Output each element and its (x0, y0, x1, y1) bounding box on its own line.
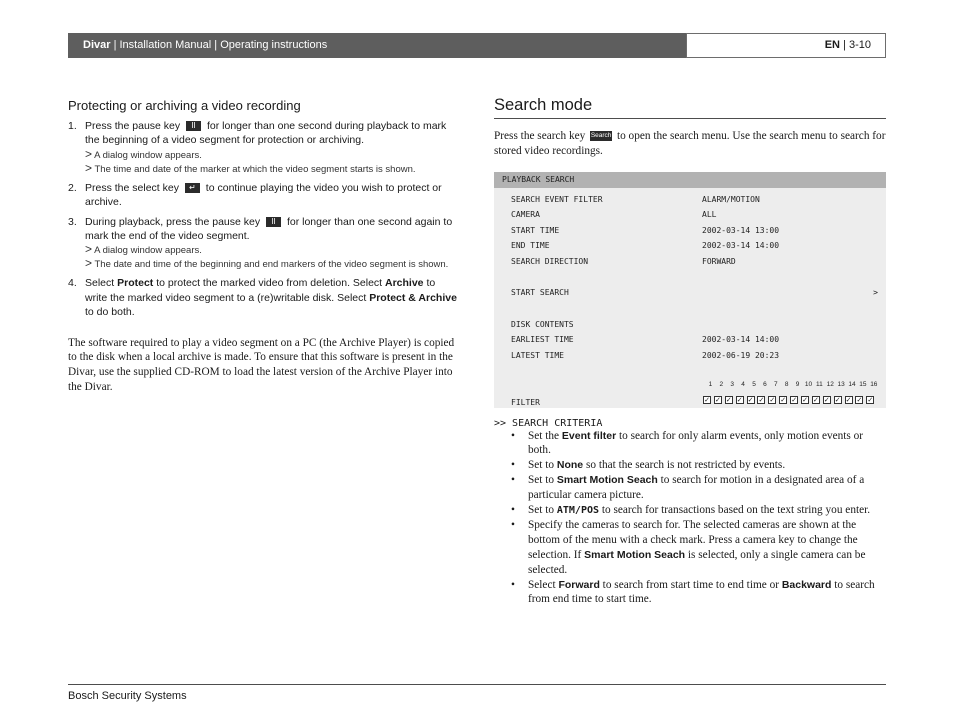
protect-term: Protect (117, 277, 154, 290)
menu-label-earliest: EARLIEST TIME (511, 334, 574, 344)
checkbox-checked-icon[interactable]: ✓ (769, 395, 776, 404)
camera-number: 1 (708, 380, 713, 388)
checkbox-checked-icon[interactable]: ✓ (802, 395, 808, 404)
footer-company: Bosch Security Systems (68, 690, 187, 702)
step-item (68, 215, 460, 272)
menu-label-filter: FILTER (511, 397, 540, 407)
search-key-icon: Search (590, 132, 612, 140)
checkbox-checked-icon[interactable]: ✓ (845, 395, 852, 404)
menu-title: PLAYBACK SEARCH (494, 172, 886, 188)
step-number: 2. (68, 181, 77, 194)
section-heading-search-mode: Search mode (494, 96, 886, 119)
camera-number: 10 (804, 380, 813, 388)
camera-number: 12 (826, 380, 834, 388)
header-page-box (686, 33, 886, 58)
archive-player-paragraph: The software required to play a video segment on a PC (the Archive Player) is copied to the disk when a local archive is made. To ensure that this software is present in the Divar, use the supplied CD-ROM to load the latest version of the Archive Player into the Divar. (68, 336, 455, 394)
right-column (494, 96, 886, 607)
checkbox-checked-icon[interactable]: ✓ (704, 395, 710, 404)
criteria-item: • Set to Smart Motion Seach to search for motion in a designated area of a particular camera picture. (511, 473, 865, 501)
protect-archive-term: Protect & Archive (369, 291, 457, 304)
checkbox-checked-icon[interactable]: ✓ (823, 395, 830, 404)
menu-value-latest: 2002-06-19 20:23 (702, 350, 780, 360)
intro-paragraph: Press the search key Search to open the search menu. Use the search menu to search for stored video recordings. (494, 130, 886, 157)
menu-label-direction: SEARCH DIRECTION (511, 256, 589, 266)
camera-number: 13 (837, 380, 845, 388)
menu-start-search[interactable]: START SEARCH (511, 287, 569, 297)
page-number: | 3-10 (840, 39, 871, 51)
checkbox-checked-icon[interactable]: ✓ (856, 395, 863, 404)
criteria-item: • Set to ATM/POS to search for transactions based on the text string you enter. (511, 503, 871, 516)
step-text: Press the select key (85, 181, 179, 194)
menu-value-direction: FORWARD (702, 256, 736, 266)
camera-number: 15 (859, 380, 867, 388)
language-code: EN (824, 39, 840, 51)
step-number: 1. (68, 120, 77, 132)
camera-number: 8 (784, 380, 789, 388)
checkbox-checked-icon[interactable]: ✓ (834, 395, 841, 404)
product-name: Divar (83, 39, 111, 51)
menu-value-event-filter: ALARM/MOTION (702, 194, 760, 204)
step-text: to continue playing the video you wish to protect or archive. (85, 181, 442, 209)
left-column (68, 98, 460, 406)
checkbox-checked-icon[interactable]: ✓ (812, 395, 819, 404)
checkbox-checked-icon[interactable]: ✓ (791, 395, 798, 404)
page-header (68, 33, 886, 58)
criteria-item: • Select Forward to search from start time to end time or Backward to search from end time to start time. (511, 578, 875, 606)
menu-label-end-time: END TIME (511, 240, 550, 250)
checkbox-checked-icon[interactable]: ✓ (736, 395, 743, 404)
criteria-item: • Set to None so that the search is not restricted by events. (511, 459, 786, 472)
search-criteria-heading: >> SEARCH CRITERIA (494, 417, 603, 429)
camera-number-row (705, 381, 879, 388)
step-text: for longer than one second again to mark the end of the video segment. (85, 215, 453, 243)
pause-key-icon: II (266, 217, 281, 227)
chevron-right-icon: > (873, 287, 878, 297)
menu-label-start-time: START TIME (511, 225, 560, 235)
menu-value-start-time: 2002-03-14 13:00 (702, 225, 780, 235)
checkbox-checked-icon[interactable]: ✓ (714, 395, 721, 404)
section-heading-protecting: Protecting or archiving a video recording (68, 98, 301, 113)
menu-value-camera: ALL (702, 209, 717, 219)
camera-number: 9 (795, 380, 800, 388)
checkbox-checked-icon[interactable]: ✓ (758, 395, 765, 404)
menu-label-latest: LATEST TIME (511, 350, 564, 360)
step-item (68, 181, 460, 210)
procedure-steps (68, 119, 460, 320)
camera-number: 3 (730, 380, 735, 388)
menu-value-earliest: 2002-03-14 14:00 (702, 334, 780, 344)
checkbox-checked-icon[interactable]: ✓ (725, 395, 732, 404)
checkbox-checked-icon[interactable]: ✓ (747, 395, 754, 404)
camera-number: 16 (870, 380, 878, 388)
pause-key-icon: II (186, 121, 201, 131)
criteria-list (494, 429, 886, 608)
camera-number: 2 (719, 380, 724, 388)
step-note: > The date and time of the beginning and end markers of the video segment is shown. (85, 256, 449, 271)
step-item (68, 119, 460, 176)
playback-search-menu (494, 172, 886, 408)
camera-number: 14 (848, 380, 856, 388)
camera-number: 5 (752, 380, 756, 388)
step-item: 4. Select Protect to protect the marked video from deletion. Select Archive to write the marked video segment to a (re)writable disk. Select Protect & Archive to do both. (68, 277, 457, 319)
document-title: | Installation Manual | Operating instructions (110, 39, 328, 51)
step-number: 3. (68, 215, 77, 228)
step-note: > A dialog window appears. (85, 242, 202, 257)
criteria-item: • Set the Event filter to search for only alarm events, only motion events or both. (511, 429, 864, 457)
camera-number: 4 (741, 380, 745, 388)
camera-filter-checkboxes (703, 395, 877, 404)
menu-value-end-time: 2002-03-14 14:00 (702, 240, 780, 250)
page-footer (68, 684, 886, 702)
step-text: During playback, press the pause key (85, 215, 261, 228)
camera-number: 6 (763, 380, 767, 388)
header-title-bar (68, 33, 686, 58)
step-text: for longer than one second during playback to mark the beginning of a video segment for protection or archiving. (85, 120, 447, 147)
menu-label-event-filter: SEARCH EVENT FILTER (511, 194, 603, 204)
checkbox-checked-icon[interactable]: ✓ (867, 395, 874, 404)
archive-term: Archive (385, 277, 424, 290)
checkbox-checked-icon[interactable]: ✓ (780, 395, 787, 404)
menu-label-camera: CAMERA (511, 209, 540, 219)
menu-disk-contents: DISK CONTENTS (511, 319, 574, 329)
step-number: 4. (68, 277, 77, 290)
step-note: > A dialog window appears. (85, 146, 202, 161)
select-key-icon: ↵ (185, 183, 200, 193)
criteria-item: • Specify the cameras to search for. The selected cameras are shown at the bottom of the menu with a check mark. Press a camera key to change the selection. If Smart Motion Seach is selected, only a single camera can be selected. (511, 519, 866, 576)
step-text: Press the pause key (85, 120, 181, 132)
camera-number: 7 (773, 380, 778, 388)
camera-number: 11 (815, 380, 823, 388)
step-note: > The time and date of the marker at which the video segment starts is shown. (85, 160, 416, 175)
